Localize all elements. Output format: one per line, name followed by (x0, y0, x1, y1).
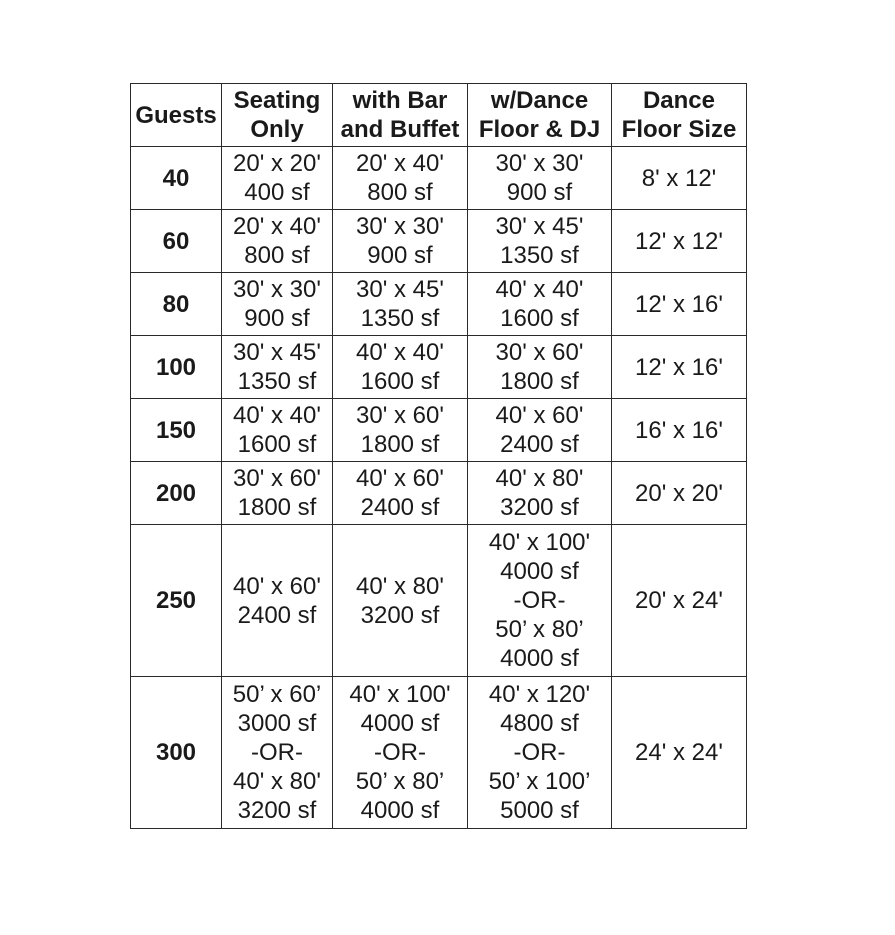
table-row (131, 147, 747, 210)
cell-guests: 100 (131, 336, 222, 399)
cell-dance-dj (468, 399, 612, 462)
cell-floor-size (612, 399, 747, 462)
cell-line: 50’ x 80’ (495, 616, 584, 643)
header-row (131, 84, 747, 147)
header-line: and Buffet (340, 116, 460, 143)
cell-dance-dj (468, 210, 612, 273)
cell-line: 40' x 40' (495, 276, 584, 303)
cell-line: 5000 sf (500, 797, 579, 824)
table-row (131, 462, 747, 525)
cell-dance-dj (468, 273, 612, 336)
header-guests (131, 84, 222, 147)
header-dance-floor-size (612, 84, 747, 147)
cell-bar-buffet (333, 462, 468, 525)
cell-line: 900 sf (367, 242, 433, 269)
cell-seating-only (222, 210, 333, 273)
cell-line: 4800 sf (500, 710, 579, 737)
cell-floor-size (612, 210, 747, 273)
cell-line: 20' x 24' (635, 587, 723, 614)
cell-floor-size (612, 147, 747, 210)
cell-seating-only (222, 147, 333, 210)
cell-line: 2400 sf (500, 431, 579, 458)
header-dance-dj (468, 84, 612, 147)
header-line: Seating (233, 87, 321, 114)
cell-seating-only (222, 336, 333, 399)
cell-line: 4000 sf (360, 710, 440, 737)
cell-guests: 250 (131, 525, 222, 677)
cell-line: 40' x 100' (349, 681, 451, 708)
cell-line: 40' x 40' (356, 339, 444, 366)
cell-line: 40' x 80' (495, 465, 584, 492)
table-row (131, 210, 747, 273)
cell-line: -OR- (513, 587, 566, 614)
cell-line: 800 sf (244, 242, 310, 269)
table-row (131, 336, 747, 399)
cell-line: 3200 sf (500, 494, 579, 521)
cell-line: 40' x 60' (356, 465, 444, 492)
cell-line: -OR- (374, 739, 426, 766)
cell-line: 1350 sf (237, 368, 317, 395)
cell-line: 3000 sf (237, 710, 317, 737)
cell-line: 20' x 40' (356, 150, 444, 177)
cell-bar-buffet (333, 399, 468, 462)
cell-bar-buffet (333, 147, 468, 210)
header-line: Only (250, 116, 304, 143)
header-bar-buffet (333, 84, 468, 147)
header-line: Guests (135, 101, 217, 129)
cell-line: 4000 sf (500, 558, 579, 585)
cell-floor-size (612, 462, 747, 525)
cell-line: 1600 sf (360, 368, 440, 395)
cell-bar-buffet (333, 273, 468, 336)
table-row (131, 399, 747, 462)
cell-guests: 150 (131, 399, 222, 462)
cell-line: 12' x 16' (635, 290, 723, 318)
cell-floor-size (612, 525, 747, 677)
cell-line: 4000 sf (360, 797, 440, 824)
tent-size-table (130, 83, 747, 829)
cell-line: 2400 sf (360, 494, 440, 521)
cell-line: 1600 sf (237, 431, 317, 458)
cell-line: 12' x 16' (635, 353, 723, 381)
header-line: with Bar (352, 87, 448, 114)
cell-line: 40' x 40' (233, 402, 321, 429)
cell-line: 3200 sf (237, 797, 317, 824)
cell-line: 30' x 60' (495, 339, 584, 366)
cell-line: 20' x 40' (233, 213, 321, 240)
cell-line: 800 sf (367, 179, 433, 206)
cell-line: 2400 sf (237, 601, 317, 629)
cell-line: 1800 sf (360, 431, 440, 458)
table-row (131, 677, 747, 829)
cell-line: 30' x 60' (233, 465, 321, 492)
cell-line: 50’ x 100’ (488, 768, 591, 795)
header-line: w/Dance (490, 87, 589, 114)
cell-line: 1600 sf (500, 305, 579, 332)
cell-line: 30' x 45' (356, 276, 444, 303)
cell-line: 1800 sf (237, 494, 317, 521)
cell-line: 50’ x 80’ (355, 768, 445, 795)
header-line: Floor & DJ (478, 116, 601, 143)
cell-seating-only (222, 399, 333, 462)
cell-line: -OR- (513, 739, 566, 766)
cell-bar-buffet (333, 677, 468, 829)
header-line: Floor Size (621, 116, 737, 143)
cell-dance-dj (468, 336, 612, 399)
cell-line: 20' x 20' (233, 150, 321, 177)
cell-guests: 200 (131, 462, 222, 525)
cell-line: 30' x 30' (356, 213, 444, 240)
cell-line: 900 sf (506, 179, 573, 206)
cell-bar-buffet (333, 525, 468, 677)
cell-line: 1800 sf (500, 368, 579, 395)
cell-floor-size (612, 273, 747, 336)
header-line: Dance (642, 87, 716, 114)
cell-line: 12' x 12' (635, 227, 723, 255)
cell-floor-size (612, 336, 747, 399)
header-seating-only (222, 84, 333, 147)
cell-line: 30' x 45' (233, 339, 321, 366)
cell-line: 30' x 30' (495, 150, 584, 177)
cell-floor-size (612, 677, 747, 829)
cell-line: 900 sf (244, 305, 310, 332)
cell-line: 8' x 12' (641, 164, 717, 192)
cell-line: 1350 sf (360, 305, 440, 332)
cell-guests: 300 (131, 677, 222, 829)
cell-line: 20' x 20' (635, 479, 723, 507)
cell-bar-buffet (333, 336, 468, 399)
cell-line: 40' x 100' (488, 529, 591, 556)
cell-bar-buffet (333, 210, 468, 273)
cell-seating-only (222, 273, 333, 336)
cell-dance-dj (468, 147, 612, 210)
cell-line: 16' x 16' (635, 416, 723, 444)
cell-line: -OR- (251, 739, 303, 766)
cell-line: 30' x 60' (356, 402, 444, 429)
table-row (131, 525, 747, 677)
table-row (131, 273, 747, 336)
cell-line: 40' x 60' (495, 402, 584, 429)
cell-line: 40' x 120' (488, 681, 591, 708)
cell-dance-dj (468, 525, 612, 677)
cell-seating-only (222, 525, 333, 677)
cell-seating-only (222, 677, 333, 829)
cell-guests: 40 (131, 147, 222, 210)
cell-line: 3200 sf (360, 601, 440, 629)
cell-line: 40' x 80' (233, 768, 321, 795)
cell-line: 400 sf (244, 179, 310, 206)
cell-line: 4000 sf (500, 645, 579, 672)
cell-line: 30' x 45' (495, 213, 584, 240)
cell-line: 40' x 60' (233, 572, 321, 600)
cell-line: 1350 sf (500, 242, 579, 269)
cell-line: 24' x 24' (635, 739, 723, 766)
cell-guests: 80 (131, 273, 222, 336)
cell-seating-only (222, 462, 333, 525)
cell-dance-dj (468, 677, 612, 829)
cell-dance-dj (468, 462, 612, 525)
cell-guests: 60 (131, 210, 222, 273)
cell-line: 30' x 30' (233, 276, 321, 303)
cell-line: 50’ x 60’ (232, 681, 322, 708)
cell-line: 40' x 80' (356, 572, 444, 600)
